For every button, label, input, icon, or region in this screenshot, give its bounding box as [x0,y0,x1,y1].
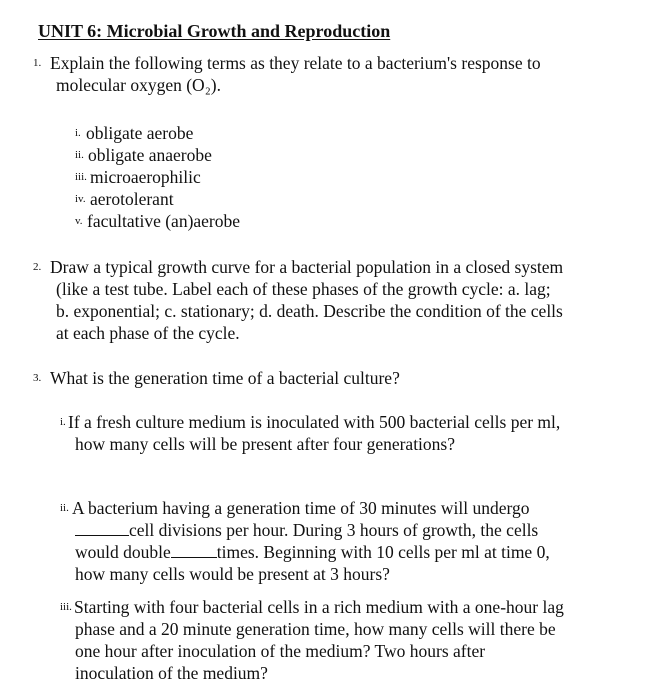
part-i-line-1: If a fresh culture medium is inoculated with 500 bacterial cells per ml, [68,412,561,432]
part-i-text [68,411,560,455]
question-2-line-1: Draw a typical growth curve for a bacterial population in a closed system [50,257,564,277]
doublings-blank[interactable] [171,542,217,558]
term-1-text: obligate aerobe [86,123,194,143]
term-3-text: microaerophilic [90,167,201,187]
part-iii-line-1: Starting with four bacterial cells in a rich medium with a one-hour lag [74,597,564,617]
part-ii-line-3 [75,541,550,563]
question-1-text [50,52,541,96]
question-2-line-4: at each phase of the cycle. [56,323,240,343]
term-4-text: aerotolerant [90,189,174,209]
question-3-text: What is the generation time of a bacterial culture? [50,368,400,388]
part-ii-line-3-start: would double [75,542,171,562]
part-iii-line-2: phase and a 20 minute generation time, how many cells will there be [75,619,556,639]
part-iii-line-4: inoculation of the medium? [75,663,268,683]
term-3-numeral: iii. [75,171,87,183]
part-i-numeral: i. [60,416,66,428]
part-ii-line-1: A bacterium having a generation time of 30 minutes will undergo [72,498,530,518]
term-1-numeral: i. [75,127,81,139]
question-2-line-2: (like a test tube. Label each of these phases of the growth cycle: a. lag; [56,279,551,299]
question-3-number: 3. [33,372,42,384]
divisions-blank[interactable] [75,520,129,536]
part-ii-numeral: ii. [60,502,69,514]
part-ii-line-3-end: times. Beginning with 10 cells per ml at time 0, [216,542,550,562]
part-iii-line-3: one hour after inoculation of the medium? Two hours after [75,641,486,661]
part-iii-text [74,596,564,684]
question-2-line-3: b. exponential; c. stationary; d. death. Describe the condition of the cells [56,301,563,321]
part-i-line-2: how many cells will be present after four generations? [75,434,456,454]
term-5-numeral: v. [75,215,83,227]
part-ii-text [72,497,550,585]
question-2-text [50,256,563,344]
part-ii-line-2-text: cell divisions per hour. During 3 hours of growth, the cells [129,520,539,540]
term-5-text: facultative (an)aerobe [87,211,241,231]
question-1-number: 1. [33,57,42,69]
term-4-numeral: iv. [75,193,86,205]
part-iii-numeral: iii. [60,601,72,613]
part-ii-line-2 [75,519,550,541]
question-1-line-2: molecular oxygen (O₂). [56,75,222,95]
unit-title: UNIT 6: Microbial Growth and Reproduction [38,21,391,41]
question-2-number: 2. [33,261,42,273]
question-1-line-1: Explain the following terms as they relate to a bacterium's response to [50,53,541,73]
part-ii-line-4: how many cells would be present at 3 hours? [75,564,390,584]
term-2-text: obligate anaerobe [88,145,212,165]
term-2-numeral: ii. [75,149,84,161]
